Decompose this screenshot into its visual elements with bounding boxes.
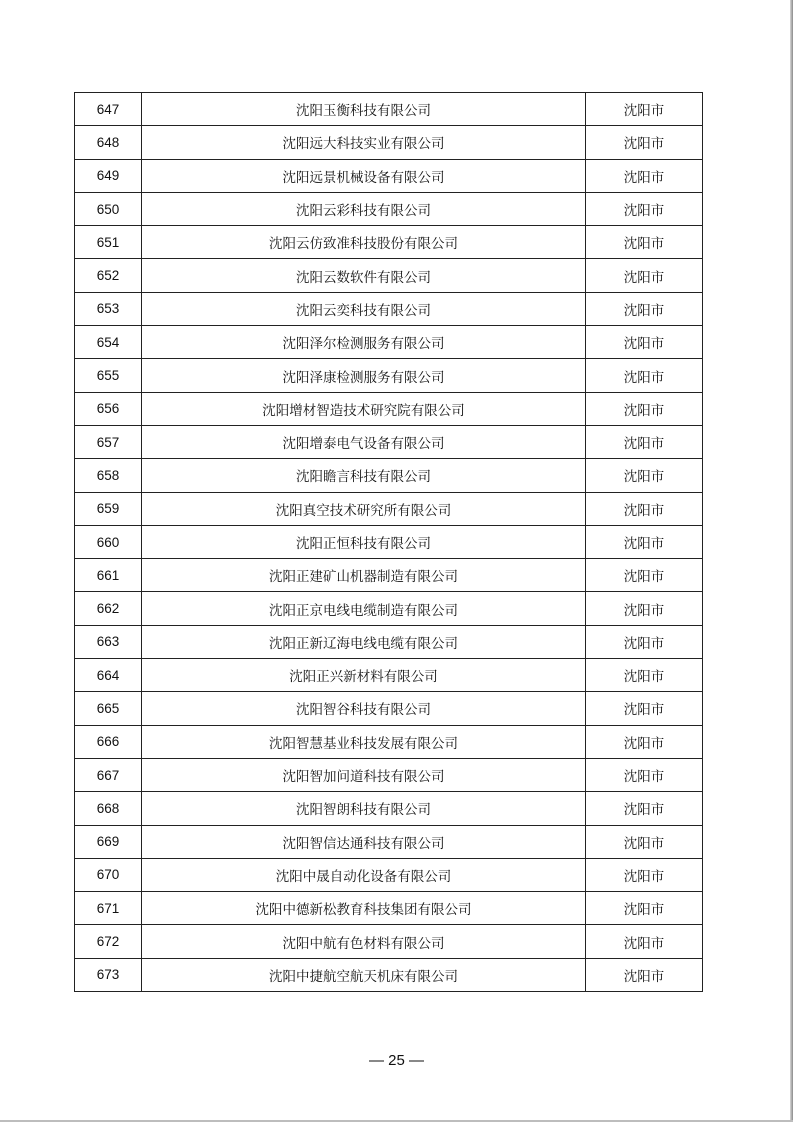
company-name: 沈阳远大科技实业有限公司 [142,126,586,159]
row-number: 653 [75,292,142,325]
row-number: 668 [75,792,142,825]
company-name: 沈阳增泰电气设备有限公司 [142,425,586,458]
city-name: 沈阳市 [586,492,703,525]
table-row [75,725,703,758]
table-row [75,459,703,492]
city-name: 沈阳市 [586,93,703,126]
company-name: 沈阳瞻言科技有限公司 [142,459,586,492]
table-row [75,925,703,958]
row-number: 656 [75,392,142,425]
row-number: 667 [75,758,142,791]
city-name: 沈阳市 [586,659,703,692]
table-row [75,192,703,225]
company-name: 沈阳正建矿山机器制造有限公司 [142,559,586,592]
table-row [75,359,703,392]
row-number: 649 [75,159,142,192]
row-number: 665 [75,692,142,725]
row-number: 660 [75,525,142,558]
row-number: 652 [75,259,142,292]
city-name: 沈阳市 [586,292,703,325]
company-name: 沈阳远景机械设备有限公司 [142,159,586,192]
company-name: 沈阳智信达通科技有限公司 [142,825,586,858]
table-row [75,292,703,325]
table-row [75,858,703,891]
row-number: 655 [75,359,142,392]
city-name: 沈阳市 [586,459,703,492]
company-list-table [74,92,703,992]
city-name: 沈阳市 [586,925,703,958]
table-row [75,958,703,991]
city-name: 沈阳市 [586,692,703,725]
row-number: 647 [75,93,142,126]
table-row [75,525,703,558]
row-number: 669 [75,825,142,858]
row-number: 666 [75,725,142,758]
row-number: 670 [75,858,142,891]
table-row [75,159,703,192]
row-number: 648 [75,126,142,159]
row-number: 651 [75,226,142,259]
city-name: 沈阳市 [586,192,703,225]
row-number: 661 [75,559,142,592]
company-name: 沈阳云奕科技有限公司 [142,292,586,325]
company-name: 沈阳增材智造技术研究院有限公司 [142,392,586,425]
row-number: 654 [75,326,142,359]
city-name: 沈阳市 [586,359,703,392]
table-row [75,792,703,825]
row-number: 650 [75,192,142,225]
company-name: 沈阳真空技术研究所有限公司 [142,492,586,525]
table-row [75,226,703,259]
company-name: 沈阳正新辽海电线电缆有限公司 [142,625,586,658]
city-name: 沈阳市 [586,892,703,925]
table-row [75,392,703,425]
company-name: 沈阳云仿致准科技股份有限公司 [142,226,586,259]
row-number: 659 [75,492,142,525]
city-name: 沈阳市 [586,159,703,192]
city-name: 沈阳市 [586,792,703,825]
company-name: 沈阳中捷航空航天机床有限公司 [142,958,586,991]
row-number: 673 [75,958,142,991]
table-row [75,758,703,791]
table-row [75,126,703,159]
company-name: 沈阳正恒科技有限公司 [142,525,586,558]
page-number: — 25 — [368,1052,425,1069]
table-row [75,93,703,126]
company-name: 沈阳云数软件有限公司 [142,259,586,292]
city-name: 沈阳市 [586,559,703,592]
company-name: 沈阳中德新松教育科技集团有限公司 [142,892,586,925]
city-name: 沈阳市 [586,392,703,425]
table-row [75,825,703,858]
table-row [75,559,703,592]
company-name: 沈阳智谷科技有限公司 [142,692,586,725]
table-row [75,492,703,525]
row-number: 671 [75,892,142,925]
table-body [75,93,703,992]
city-name: 沈阳市 [586,425,703,458]
city-name: 沈阳市 [586,525,703,558]
table-row [75,892,703,925]
city-name: 沈阳市 [586,625,703,658]
table-row [75,326,703,359]
row-number: 662 [75,592,142,625]
company-name: 沈阳云彩科技有限公司 [142,192,586,225]
company-name: 沈阳正兴新材料有限公司 [142,659,586,692]
city-name: 沈阳市 [586,326,703,359]
table-row [75,592,703,625]
row-number: 664 [75,659,142,692]
company-name: 沈阳智朗科技有限公司 [142,792,586,825]
city-name: 沈阳市 [586,226,703,259]
company-name: 沈阳中航有色材料有限公司 [142,925,586,958]
company-name: 沈阳智慧基业科技发展有限公司 [142,725,586,758]
city-name: 沈阳市 [586,858,703,891]
city-name: 沈阳市 [586,725,703,758]
table-row [75,259,703,292]
row-number: 658 [75,459,142,492]
company-name: 沈阳泽尔检测服务有限公司 [142,326,586,359]
city-name: 沈阳市 [586,958,703,991]
table-row [75,692,703,725]
table-row [75,659,703,692]
city-name: 沈阳市 [586,758,703,791]
city-name: 沈阳市 [586,126,703,159]
company-name: 沈阳正京电线电缆制造有限公司 [142,592,586,625]
table-row [75,625,703,658]
row-number: 672 [75,925,142,958]
row-number: 663 [75,625,142,658]
company-name: 沈阳玉衡科技有限公司 [142,93,586,126]
company-name: 沈阳智加问道科技有限公司 [142,758,586,791]
company-name: 沈阳中晟自动化设备有限公司 [142,858,586,891]
company-name: 沈阳泽康检测服务有限公司 [142,359,586,392]
city-name: 沈阳市 [586,592,703,625]
city-name: 沈阳市 [586,259,703,292]
table-row [75,425,703,458]
city-name: 沈阳市 [586,825,703,858]
row-number: 657 [75,425,142,458]
